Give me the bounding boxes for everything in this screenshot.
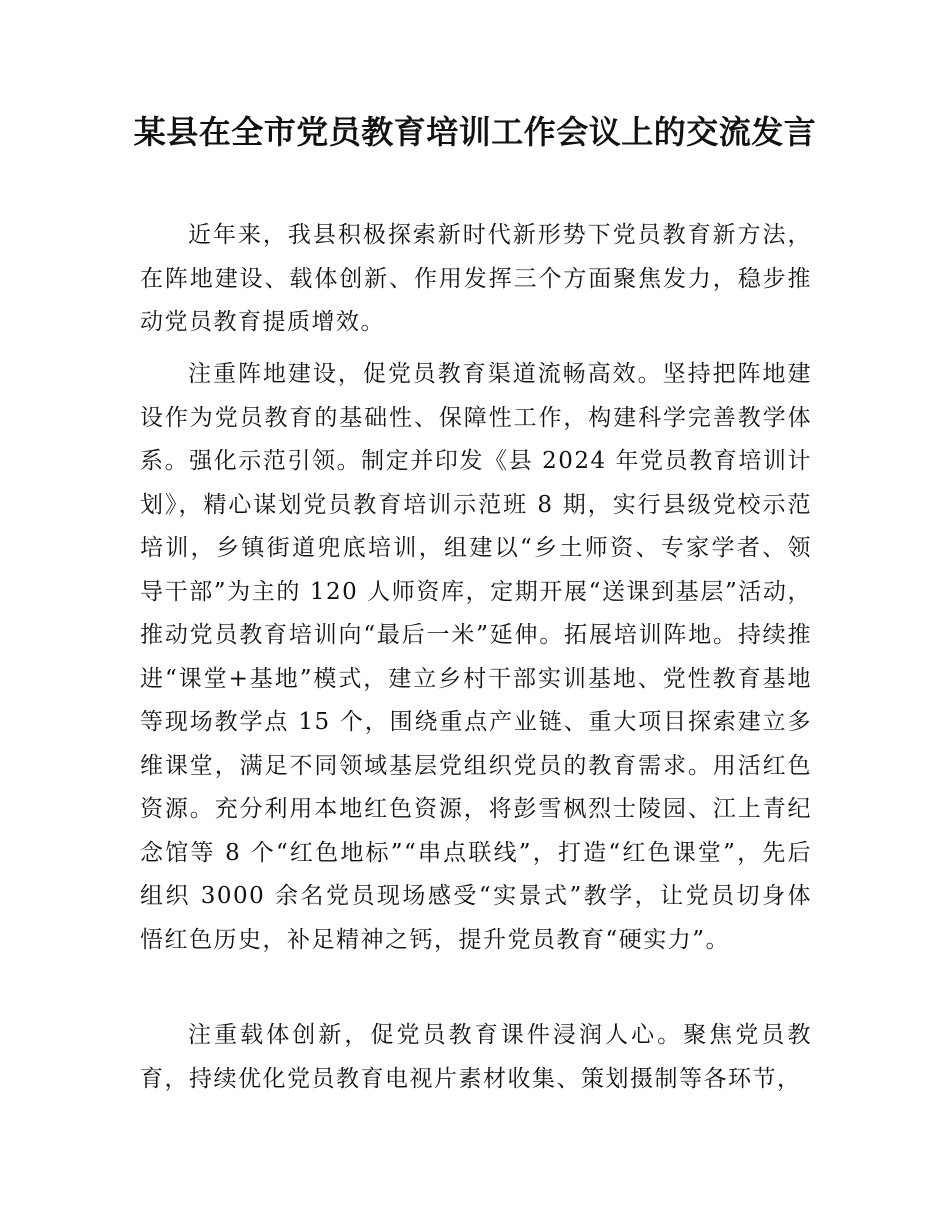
paragraph-carrier-innovation: 注重载体创新，促党员教育课件浸润人心。聚焦党员教育，持续优化党员教育电视片素材收集、策划摄制等各环节， (140, 1022, 812, 1092)
paragraph-position-building: 注重阵地建设，促党员教育渠道流畅高效。坚持把阵地建设作为党员教育的基础性、保障性工作，构建科学完善教学体系。强化示范引领。制定并印发《县 2024 年党员教育培训计划》，精心谋划党员教育培训示范班 8 期，实行县级党校示范培训，乡镇街道兜底培训，组建以“乡土师资、专家学者、领导干部”为主的 120 人师资库，定期开展“送课到基层”活动，推动党员教育培训向“最后一米”延伸。拓展培训阵地。持续推进“课堂+基地”模式，建立乡村干部实训基地、党性教育基地等现场教学点 15 个，围绕重点产业链、重大项目探索建立多维课堂，满足不同领域基层党组织党员的教育需求。用活红色资源。充分利用本地红色资源，将彭雪枫烈士陵园、江上青纪念馆等 8 个“红色地标”“串点联线”，打造“红色课堂”，先后组织 3000 余名党员现场感受“实景式”教学，让党员切身体悟红色历史，补足精神之钙，提升党员教育“硬实力”。 (140, 361, 812, 953)
paragraph-intro: 近年来，我县积极探索新时代新形势下党员教育新方法，在阵地建设、载体创新、作用发挥三个方面聚焦发力，稳步推动党员教育提质增效。 (140, 222, 812, 335)
document-title: 某县在全市党员教育培训工作会议上的交流发言 (133, 113, 817, 151)
